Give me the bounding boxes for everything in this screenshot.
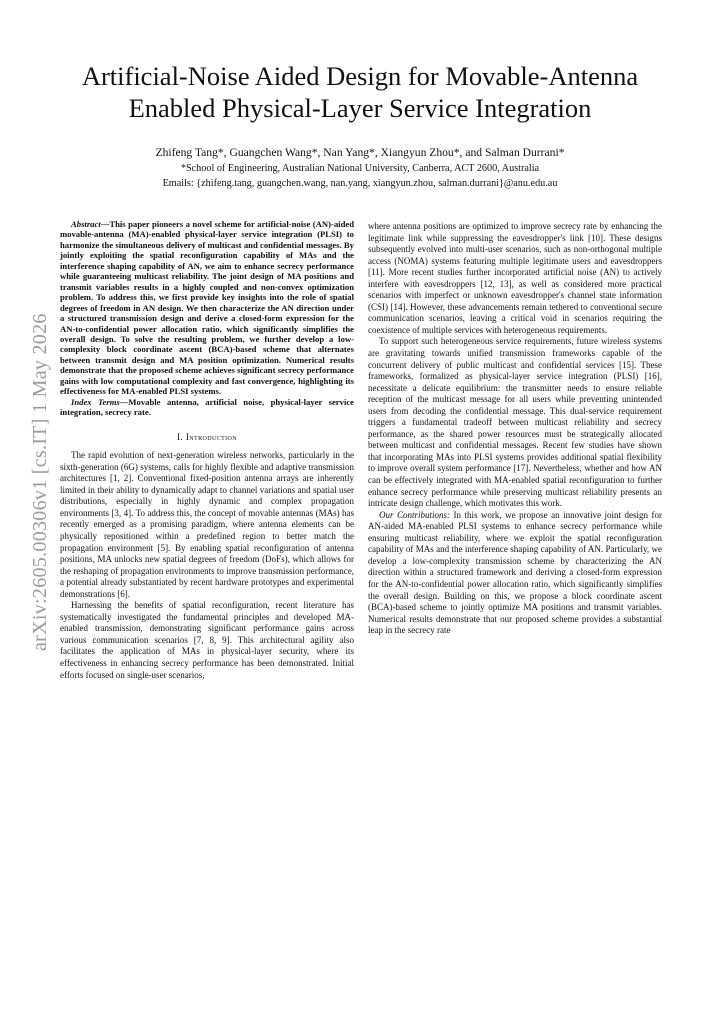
section-heading-introduction: I. Introduction xyxy=(176,431,238,442)
paper-title: Artificial-Noise Aided Design for Movable-Antenna Enabled Physical-Layer Service Integration xyxy=(81,61,639,123)
abstract-label: Abstract xyxy=(71,219,101,229)
contributions-text: In this work, we propose an innovative joint design for AN-aided MA-enabled PLSI systems to enhance secrecy performance while ensuring multicast reliability, where we exploit the spatial reconfiguration capability of MAs and the interference shaping capability of AN. Particularly, we develop a low-complexity transmission scheme by characterizing the AN direction within a structured framework and deriving a closed-form expression for the AN-to-confidential power allocation ratio, which significantly simplifies the overall design. Building on this, we propose a block coordinate ascent (BCA)-based scheme to jointly optimize MA positions and transmit variables. Numerical results demonstrate that our proposed scheme provides a substantial leap in the secrecy rate xyxy=(368,509,663,636)
intro-paragraph-1: The rapid evolution of next-generation wireless networks, particularly in the sixth-generation (6G) systems, calls for highly flexible and adaptive transmission architectures [1, 2]. Conventional fixed-position antenna arrays are inherently limited in their ability to dynamically adapt to channel variations and spatial user distributions, especially in highly dynamic and complex propagation environments [3, 4]. To address this, the concept of movable antennas (MAs) has recently emerged as a promising paradigm, where antenna elements can be physically repositioned within a predefined region to better match the propagation environment [5]. By enabling spatial reconfiguration of antenna positions, MA unlocks new spatial degrees of freedom (DoFs), which allows for the reshaping of propagation environments to improve transmission performance, a potential already substantiated by recent hardware prototypes and experimental demonstrations [6]. xyxy=(60,450,354,599)
author-list: Zhifeng Tang*, Guangchen Wang*, Nan Yang*, Xiangyun Zhou*, and Salman Durrani* xyxy=(155,146,565,159)
index-terms-text: —Movable antenna, artificial noise, physical-layer service integration, secrecy rate. xyxy=(60,396,354,418)
right-column xyxy=(368,221,662,637)
contributions-paragraph xyxy=(368,510,662,637)
index-terms xyxy=(60,397,354,418)
intro-paragraph-3: where antenna positions are optimized to improve secrecy rate by enhancing the legitimate link while suppressing the eavesdropper's link [10]. These designs subsequently evolved into multi-user scenarios, such as non-orthogonal multiple access (NOMA) systems featuring multiple legitimate users and eavesdroppers [11]. More recent studies further incorporated artificial noise (AN) to actively interfere with eavesdroppers [12, 13], as well as considered more practical scenarios with imperfect or unknown eavesdropper's channel state information (CSI) [14]. However, these advancements remain tethered to conventional secure communication scenarios, leaving a critical void in scenarios requiring the coexistence of multiple services with heterogeneous requirements. xyxy=(368,221,662,335)
intro-paragraph-4: To support such heterogeneous service requirements, future wireless systems are gravitating towards unified transmission frameworks capable of the concurrent delivery of public multicast and confidential services [15]. These frameworks, formalized as physical-layer service integration (PLSI) [16], necessitate a delicate equilibrium: the transmitter needs to ensure reliable reception of the multicast message for all users while preventing unintended users from decoding the confidential message. This dual-service requirement triggers a fundamental tradeoff between multicast reliability and secrecy performance, as the shared power resources must be strategically allocated between multicast and confidential messages. Recent few studies have shown that incorporating MAs into PLSI systems provides additional spatial flexibility to improve overall system performance [17]. Nevertheless, whether and how AN can be effectively integrated with MA-enabled spatial reconfiguration to further enhance secrecy performance while preserving multicast reliability presents an intricate design challenge, which motivates this work. xyxy=(368,336,662,509)
left-column xyxy=(60,219,354,681)
contributions-label: Our Contributions: xyxy=(379,509,450,520)
abstract-text: —This paper pioneers a novel scheme for artificial-noise (AN)-aided movable-antenna (MA)-enabled physical-layer service integration (PLSI) to harmonize the simultaneous delivery of multicast and confidential messages. By jointly exploiting the spatial reconfiguration capability of MAs and the interference shaping capability of AN, we aim to enhance secrecy performance while guaranteeing multicast reliability. The joint design of MA positions and transmit variables results in a highly coupled and non-convex optimization problem. To address this, we first provide key insights into the role of spatial degrees of freedom in AN design. We then characterize the AN direction under a structured transmission design and derive a closed-form expression for the AN-to-confidential power allocation ratio, which significantly simplifies the overall design. To solve the resulting problem, we further develop a low-complexity block coordinate ascent (BCA)-based scheme that alternates between transmit design and MA position optimization. Numerical results demonstrate that the proposed scheme achieves significant secrecy performance gains with low computational complexity and fast convergence, highlighting its effectiveness for MA-enabled PLSI systems. xyxy=(60,219,354,397)
author-affiliation: *School of Engineering, Australian National University, Canberra, ACT 2600, Australia xyxy=(180,163,540,174)
author-emails: Emails: {zhifeng.tang, guangchen.wang, nan.yang, xiangyun.zhou, salman.durrani}@anu.edu.au xyxy=(162,178,558,189)
index-terms-label: Index Terms xyxy=(71,396,120,407)
intro-paragraph-2: Harnessing the benefits of spatial reconfiguration, recent literature has systematically investigated the fundamental principles and developed MA-enabled transmission, demonstrating significant performance gains across various communication scenarios [7, 8, 9]. This architectural agility also facilitates the application of MAs in physical-layer security, where its effectiveness in enhancing secrecy performance has been demonstrated. Initial efforts focused on single-user scenarios, xyxy=(60,600,354,680)
arxiv-identifier-stamp: arXiv:2605.00306v1 [cs.IT] 1 May 2026 xyxy=(29,313,51,652)
abstract xyxy=(60,219,354,397)
